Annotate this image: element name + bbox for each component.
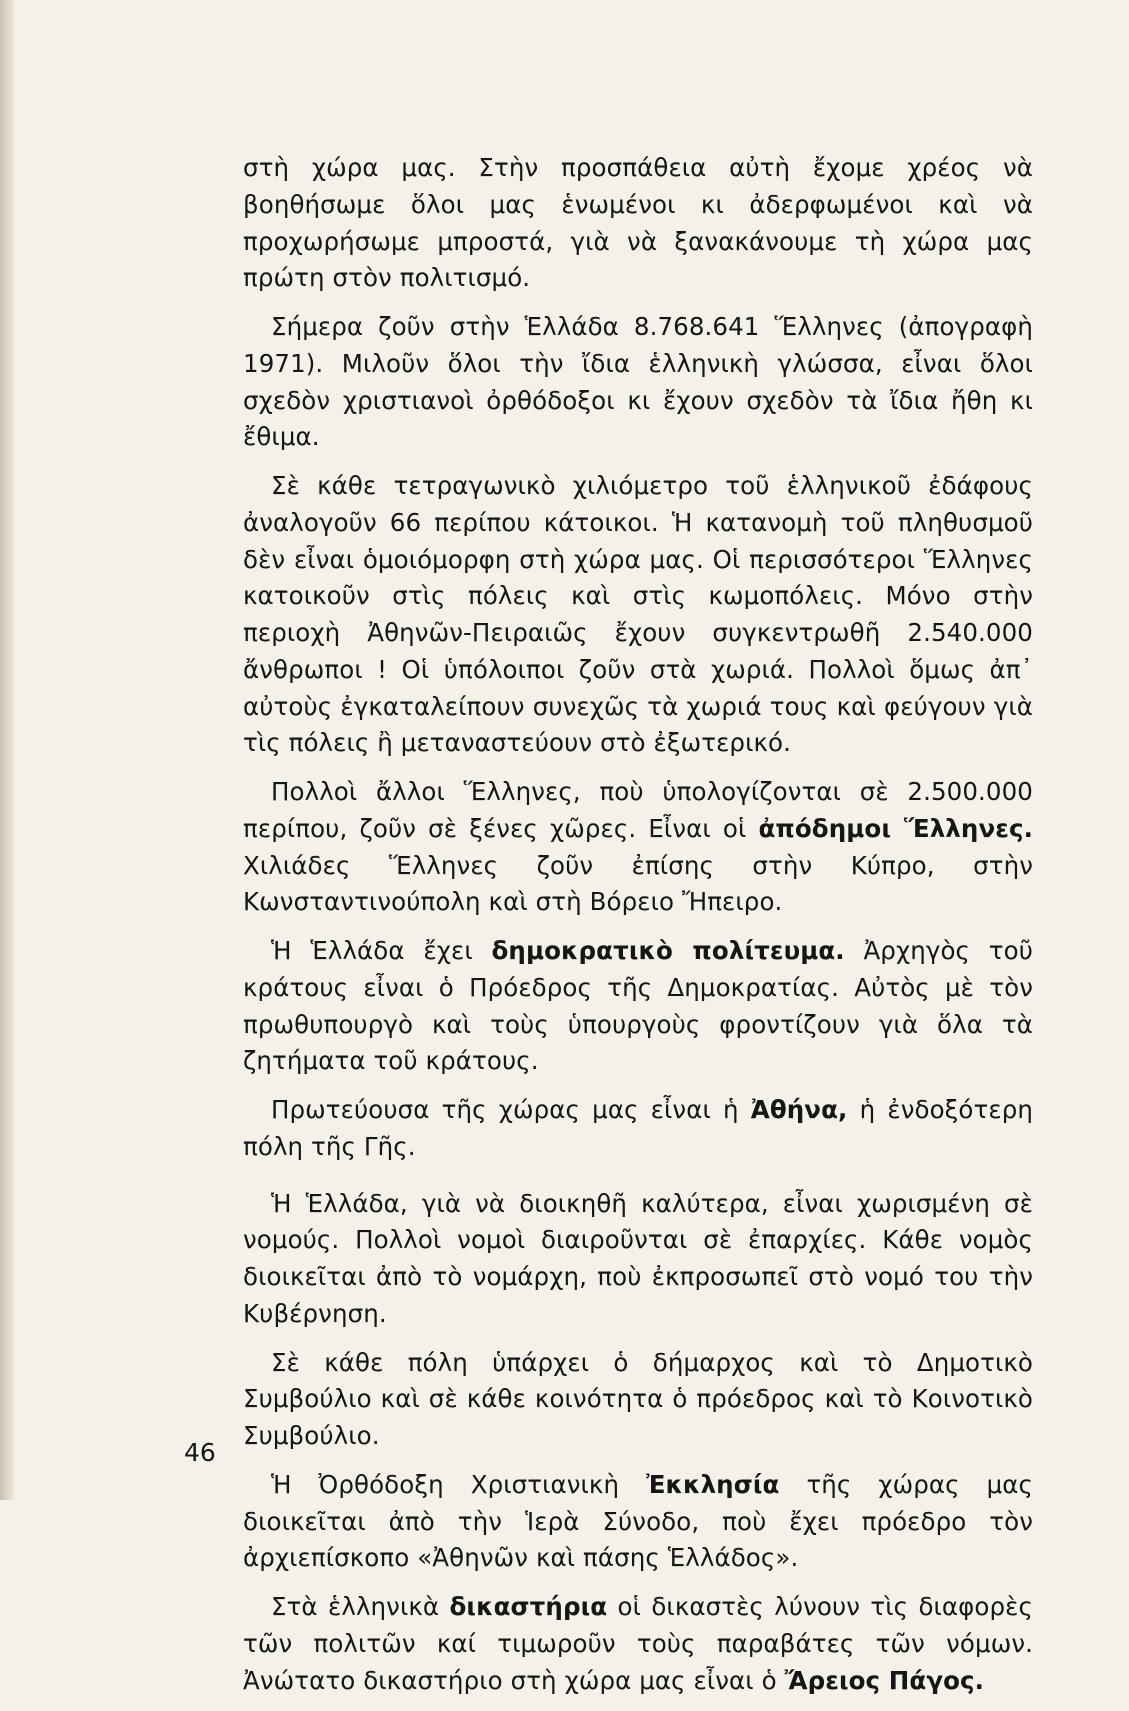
term-areios-pagos: Ἄρειος Πάγος. [784,1665,985,1695]
paragraph-1: στὴ χώρα μας. Στὴν προσπάθεια αὐτὴ ἔχομε χρέος νὰ βοηθήσωμε ὅλοι μας ἑνωμένοι κι ἀδερφωμένοι καὶ νὰ προχωρήσωμε μπροστά, γιὰ νὰ ξανακάνουμε τὴ χώρα μας πρώτη στὸν πολιτισμό. [243,153,1033,293]
paragraph-10-text: Στὰ ἑλληνικὰ [271,1592,450,1621]
paragraph-4-text: Πολλοὶ ἄλλοι Ἕλληνες, ποὺ ὑπολογίζονται σὲ 2.500.000 περίπου, ζοῦν σὲ ξένες χῶρες. Εἶναι οἱ [243,777,1033,843]
paragraph-6-text: Πρωτεύουσα τῆς χώρας μας εἶναι ἡ [271,1095,751,1124]
paragraph-10 [243,1589,1033,1699]
paragraph-4-text-end: Χιλιάδες Ἕλληνες ζοῦν ἐπίσης στὴν Κύπρο, στὴν Κωνσταντινούπολη καὶ στὴ Βόρειο Ἤπειρο. [243,850,1033,917]
page-number: 46 [184,1438,216,1467]
paragraph-10-text-mid: οἱ δικαστὲς λύνουν τὶς διαφορὲς τῶν πολιτῶν καί τιμωροῦν τοὺς παραβάτες τῶν νόμων. Ἀνώτατο δικαστήριο στὴ χώρα μας εἶναι ὁ [243,1592,1033,1695]
page-edge [0,0,14,1500]
paragraph-5-text: Ἡ Ἑλλάδα ἔχει [271,936,492,965]
paragraph-6-text-end: ἡ ἐνδοξότερη πόλη τῆς Γῆς. [243,1095,1033,1161]
term-apodimoi: ἀπόδημοι Ἕλληνες. [758,813,1034,843]
paragraph-8: Σὲ κάθε πόλη ὑπάρχει ὁ δήμαρχος καὶ τὸ Δημοτικὸ Συμβούλιο καὶ σὲ κάθε κοινότητα ὁ πρόεδρος καὶ τὸ Κοινοτικὸ Συμβούλιο. [243,1347,1033,1450]
term-politeuma: δημοκρατικὸ πολίτευμα. [491,936,845,965]
paragraph-9-text: Ἡ Ὀρθόδοξη Χριστιανικὴ [271,1469,647,1499]
paragraph-9-text-end: τῆς χώρας μας διοικεῖται ἀπὸ τὴν Ἱερὰ Σύνοδο, ποὺ ἔχει πρόεδρο τὸν ἀρχιεπίσκοπο «Ἀθηνῶν καὶ πάσης Ἑλλάδος». [243,1469,1033,1573]
paragraph-9 [243,1467,1033,1577]
paragraph-3: Σὲ κάθε τετραγωνικὸ χιλιόμετρο τοῦ ἑλληνικοῦ ἐδάφους ἀναλογοῦν 66 περίπου κάτοικοι. Ἡ κατανομὴ τοῦ πληθυσμοῦ δὲν εἶναι ὁμοιόμορφη στὴ χώρα μας. Οἱ περισσότεροι Ἕλληνες κατοικοῦν στὶς πόλεις καὶ στὶς κωμοπόλεις. Μόνο στὴν περιοχὴ Ἀθηνῶν-Πειραιῶς ἔχουν συγκεντρωθῆ 2.540.000 ἄνθρωποι ! Οἱ ὑπόλοιποι ζοῦν στὰ χωριά. Πολλοὶ ὅμως ἀπ᾿ αὐτοὺς ἐγκαταλείπουν συνεχῶς τὰ χωριά τους καὶ φεύγουν γιὰ τὶς πόλεις ἢ μεταναστεύουν στὸ ἐξωτερικό. [243,471,1033,758]
paragraph-5-text-end: Ἀρχηγὸς τοῦ κράτους εἶναι ὁ Πρόεδρος τῆς Δημοκρατίας. Αὐτὸς μὲ τὸν πρωθυπουργὸ καὶ τοὺς ὑπουργοὺς φροντίζουν γιὰ ὅλα τὰ ζητήματα τοῦ κράτους. [243,936,1033,1076]
paragraph-7: Ἡ Ἑλλάδα, γιὰ νὰ διοικηθῆ καλύτερα, εἶναι χωρισμένη σὲ νομούς. Πολλοὶ νομοὶ διαιροῦνται σὲ ἐπαρχίες. Κάθε νομὸς διοικεῖται ἀπὸ τὸ νομάρχη, ποὺ ἐκπροσωπεῖ στὸ νομό του τὴν Κυβέρνηση. [243,1188,1033,1328]
paragraph-5 [243,933,1033,1080]
term-ekklisia: Ἐκκλησία [646,1469,780,1499]
paragraph-6 [243,1092,1033,1166]
body-text [243,150,1033,1711]
paragraph-2: Σήμερα ζοῦν στὴν Ἑλλάδα 8.768.641 Ἕλληνες (ἀπογραφὴ 1971). Μιλοῦν ὅλοι τὴν ἴδια ἑλληνικὴ γλώσσα, εἶναι ὅλοι σχεδὸν χριστιανοὶ ὀρθόδοξοι κι ἔχουν σχεδὸν τὰ ἴδια ἤθη κι ἔθιμα. [243,312,1033,452]
paragraph-4 [243,774,1033,921]
term-dikastiria: δικαστήρια [449,1592,608,1621]
term-athina: Ἀθήνα, [750,1095,848,1124]
